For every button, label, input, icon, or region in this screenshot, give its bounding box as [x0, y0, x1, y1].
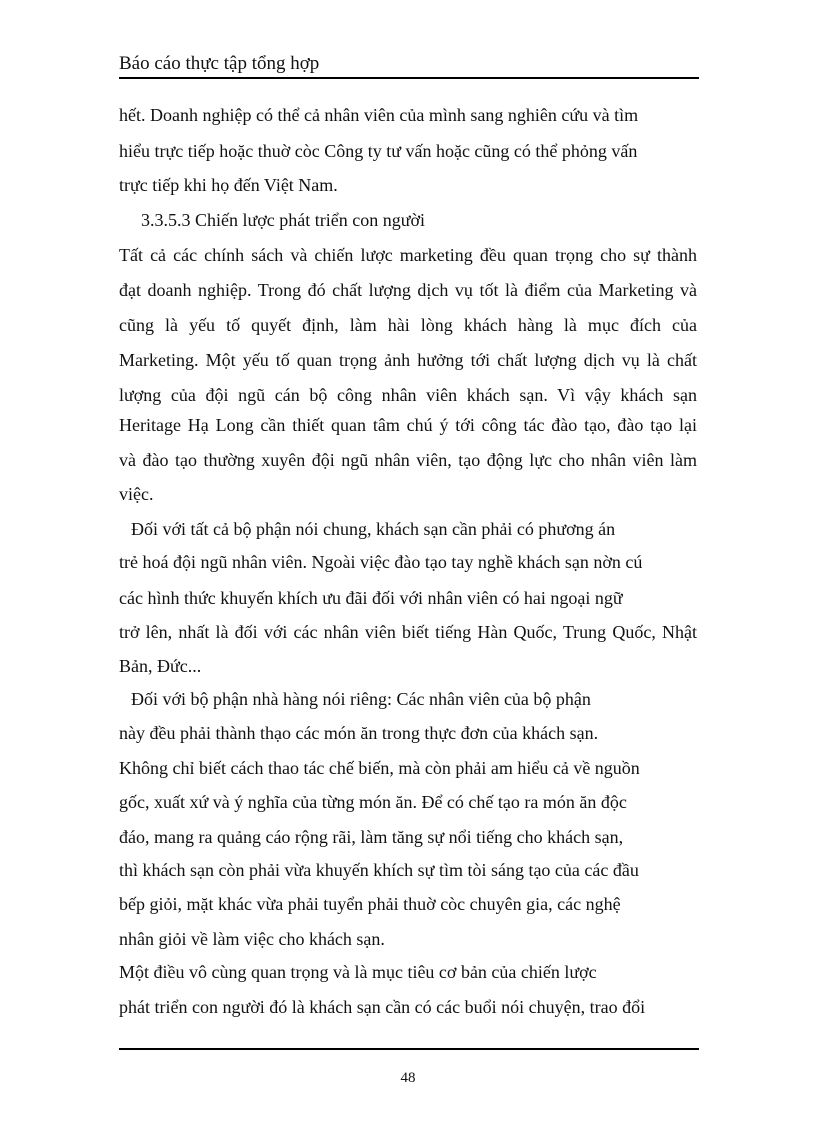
body-line: bếp giỏi, mặt khác vừa phải tuyển phải thuờ còc chuyên gia, các nghệ [119, 894, 621, 914]
body-line: này đều phải thành thạo các món ăn trong thực đơn của khách sạn. [119, 723, 599, 743]
body-line: Đối với tất cả bộ phận nói chung, khách sạn cần phải có phương án [131, 519, 616, 539]
section-heading: 3.3.5.3 Chiến lược phát triển con người [141, 210, 426, 230]
body-line: hiểu trực tiếp hoặc thuờ còc Công ty tư vấn hoặc cũng có thể phỏng vấn [119, 141, 638, 161]
body-line: phát triển con người đó là khách sạn cần có các buổi nói chuyện, trao đổi [119, 997, 646, 1017]
body-line: lượng của đội ngũ cán bộ công nhân viên khách sạn. Vì vậy khách sạn [119, 385, 697, 405]
body-line: trẻ hoá đội ngũ nhân viên. Ngoài việc đào tạo tay nghề khách sạn nờn cú [119, 552, 643, 572]
body-line: và đào tạo thường xuyên đội ngũ nhân viên, tạo động lực cho nhân viên làm [119, 450, 697, 470]
body-line: thì khách sạn còn phải vừa khuyến khích sự tìm tòi sáng tạo của các đầu [119, 860, 639, 880]
body-line: việc. [119, 484, 154, 504]
body-line: trở lên, nhất là đối với các nhân viên biết tiếng Hàn Quốc, Trung Quốc, Nhật [119, 622, 697, 642]
body-line: Không chỉ biết cách thao tác chế biến, mà còn phải am hiểu cả về nguồn [119, 758, 640, 778]
body-line: cũng là yếu tố quyết định, làm hài lòng khách hàng là mục đích của [119, 315, 697, 335]
body-line: gốc, xuất xứ và ý nghĩa của từng món ăn. Để có chế tạo ra món ăn độc [119, 792, 627, 812]
body-line: Marketing. Một yếu tố quan trọng ảnh hưởng tới chất lượng dịch vụ là chất [119, 350, 697, 370]
body-line: đạt doanh nghiệp. Trong đó chất lượng dịch vụ tốt là điểm của Marketing và [119, 280, 697, 300]
header-rule [119, 77, 699, 79]
body-line: các hình thức khuyến khích ưu đãi đối với nhân viên có hai ngoại ngữ [119, 588, 623, 608]
body-line: trực tiếp khi họ đến Việt Nam. [119, 175, 338, 195]
body-line: Đối với bộ phận nhà hàng nói riêng: Các nhân viên của bộ phận [131, 689, 591, 709]
page-header-title: Báo cáo thực tập tổng hợp [119, 53, 320, 74]
footer-rule [119, 1048, 699, 1050]
body-line: hết. Doanh nghiệp có thể cả nhân viên của mình sang nghiên cứu và tìm [119, 105, 639, 125]
body-line: Tất cả các chính sách và chiến lược marketing đều quan trọng cho sự thành [119, 245, 697, 265]
body-line: Bản, Đức... [119, 656, 202, 676]
body-line: Heritage Hạ Long cần thiết quan tâm chú ý tới công tác đào tạo, đào tạo lại [119, 415, 697, 435]
page-number: 48 [400, 1070, 416, 1086]
body-line: Một điều vô cùng quan trọng và là mục tiêu cơ bản của chiến lược [119, 962, 597, 982]
body-line: nhân giỏi về làm việc cho khách sạn. [119, 929, 385, 949]
body-line: đáo, mang ra quảng cáo rộng rãi, làm tăng sự nổi tiếng cho khách sạn, [119, 827, 624, 847]
